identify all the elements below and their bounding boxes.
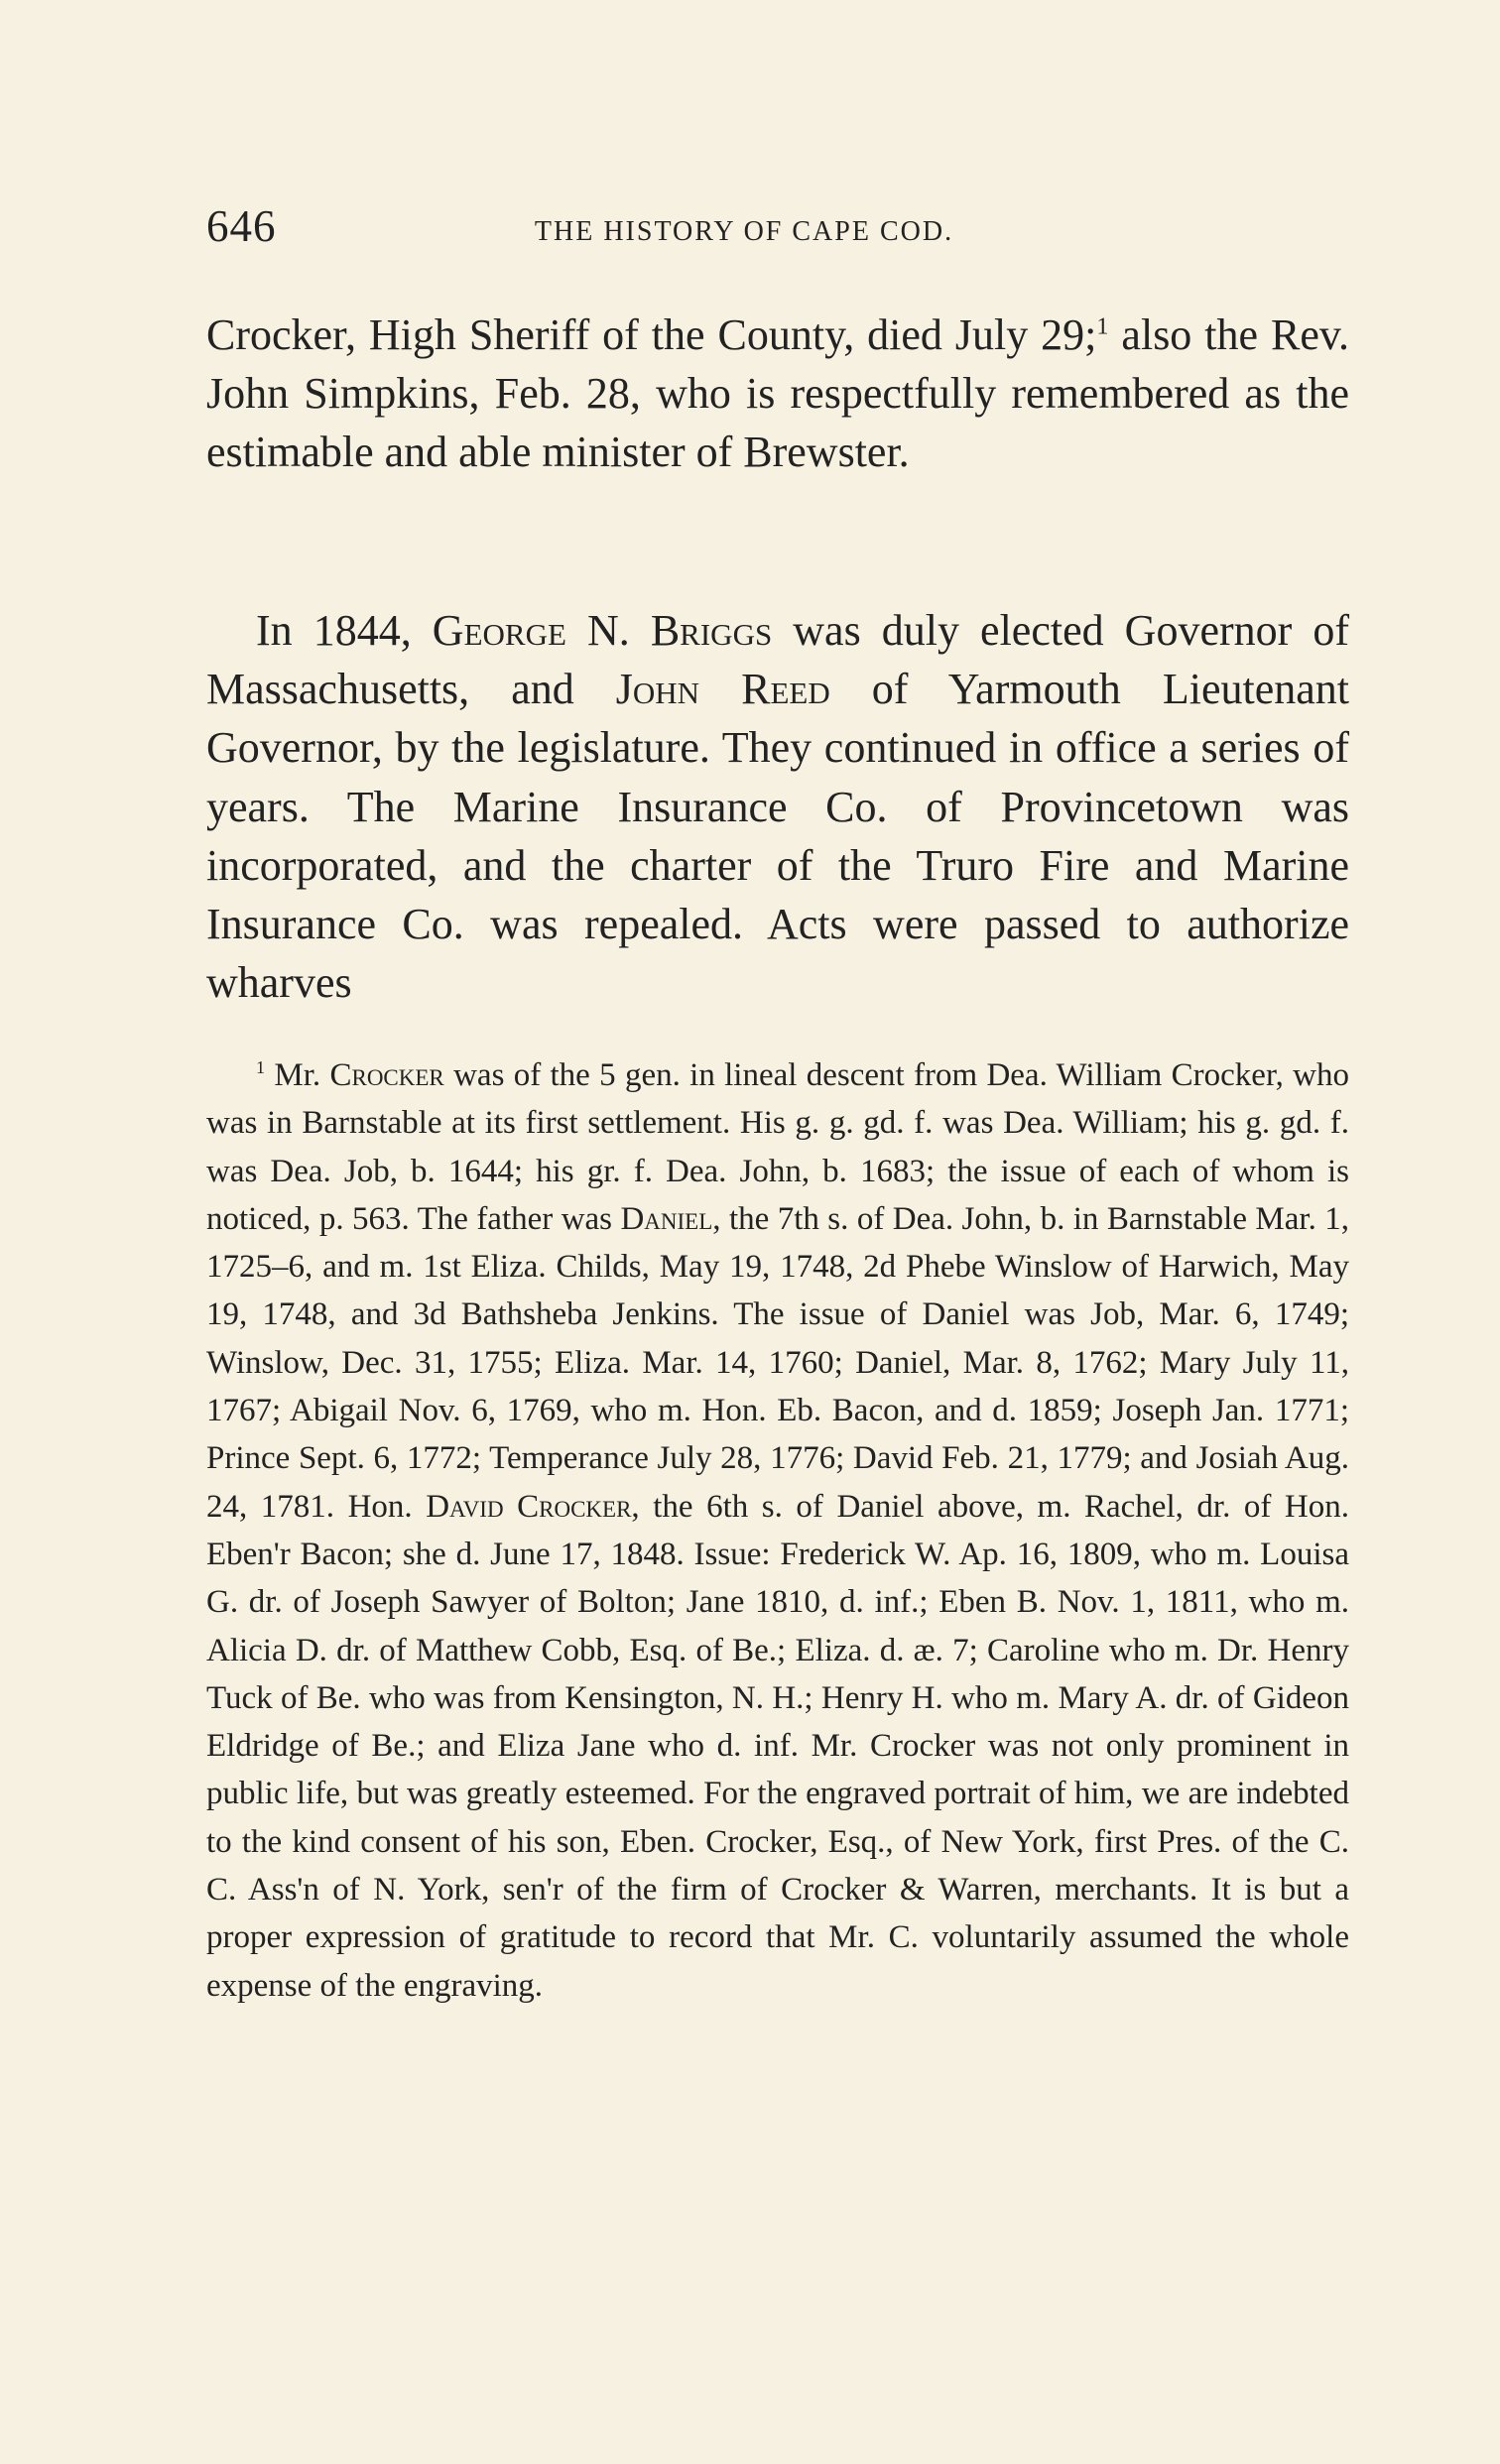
person-name: John Reed [615, 665, 830, 714]
text-run: was duly elected Governor of Massachusetts, and [206, 606, 1350, 714]
text-run: In 1844, [256, 606, 433, 655]
running-title: THE HISTORY OF CAPE COD. [534, 216, 954, 247]
paragraph-crocker-death [206, 306, 1349, 482]
running-head [206, 200, 1351, 260]
person-name: Briggs [650, 606, 773, 655]
footnote-reference: 1 [1096, 312, 1109, 340]
footnote-marker: 1 [256, 1057, 266, 1077]
text-run: Crocker, High Sheriff of the County, died July 29; [206, 310, 1097, 359]
person-name: George [432, 606, 566, 655]
person-name: Crocker [329, 1057, 444, 1093]
text-run: also the Rev. John Simpkins, Feb. 28, who is respectfully remembered as the estimable and able minister of Brewster. [206, 310, 1349, 477]
text-run: was of the 5 gen. in lineal descent from Dea. William Crocker, who was in Barnstable at its first settlement. His g. g. gd. f. was Dea. William; his g. gd. f. was Dea. Job, b. 1644; his gr. f. Dea. John, b. 1683; the issue of each of whom is noticed, p. 563. The father was [206, 1057, 1350, 1237]
text-run: N. [565, 606, 651, 655]
person-name: Daniel [620, 1200, 713, 1237]
person-name: David Crocker [426, 1488, 632, 1525]
text-run: , the 7th s. of Dea. John, b. in Barnstable Mar. 1, 1725–6, and m. 1st Eliza. Childs, May 19, 1748, 2d Phebe Winslow of Harwich, May 19, 1748, and 3d Bathsheba Jenkins. The issue of Daniel was Job, Mar. 6, 1749; Winslow, Dec. 31, 1755; Eliza. Mar. 14, 1760; Daniel, Mar. 8, 1762; Mary July 11, 1767; Abigail Nov. 6, 1769, who m. Hon. Eb. Bacon, and d. 1859; Joseph Jan. 1771; Prince Sept. 6, 1772; Temperance July 28, 1776; David Feb. 21, 1779; and Josiah Aug. 24, 1781. Hon. [206, 1200, 1349, 1525]
text-run: , the 6th s. of Daniel above, m. Rachel, dr. of Hon. Eben'r Bacon; she d. June 17, 1848. Issue: Frederick W. Ap. 16, 1809, who m. Louisa G. dr. of Joseph Sawyer of Bolton; Jane 1810, d. inf.; Eben B. Nov. 1, 1811, who m. Alicia D. dr. of Matthew Cobb, Esq. of Be.; Eliza. d. æ. 7; Caroline who m. Dr. Henry Tuck of Be. who was from Kensington, N. H.; Henry H. who m. Mary A. dr. of Gideon Eldridge of Be.; and Eliza Jane who d. inf. Mr. Crocker was not only prominent in public life, but was greatly esteemed. For the engraved portrait of him, we are indebted to the kind consent of his son, Eben. Crocker, Esq., of New York, first Pres. of the C. C. Ass'n of N. York, sen'r of the firm of Crocker & Warren, merchants. It is but a proper expression of gratitude to record that Mr. C. voluntarily assumed the whole expense of the engraving. [206, 1488, 1349, 2004]
text-run: of Yarmouth Lieutenant Governor, by the legislature. They continued in office a series of years. The Marine Insurance Co. of Provincetown was incorporated, and the charter of the Truro Fire and Marine Insurance Co. was repealed. Acts were passed to authorize wharves [206, 665, 1349, 1008]
footnote [206, 1051, 1349, 2010]
page-number: 646 [206, 201, 277, 251]
paragraph-1844 [206, 601, 1349, 1012]
text-run: Mr. [265, 1057, 330, 1093]
